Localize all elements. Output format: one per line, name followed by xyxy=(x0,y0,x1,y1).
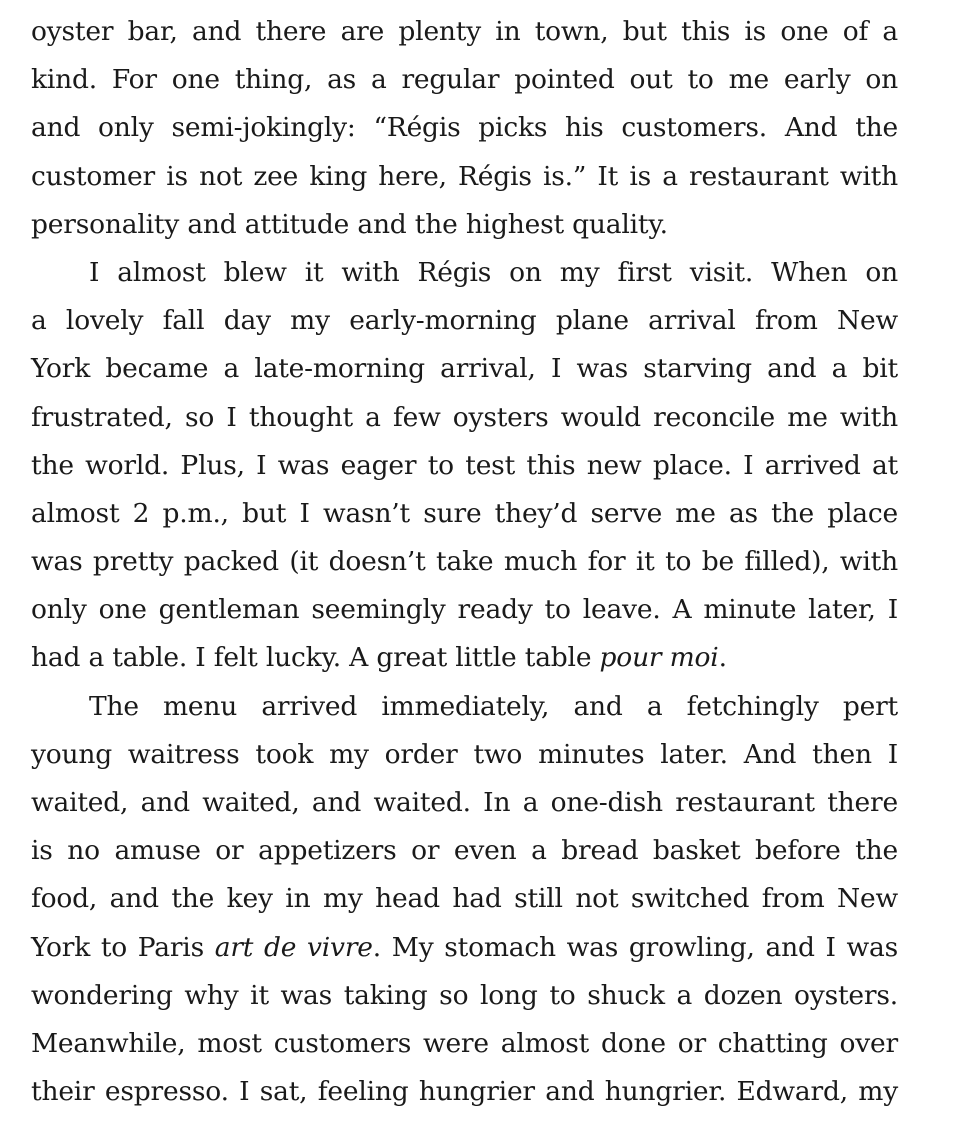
text-line xyxy=(31,634,898,682)
text-line: Meanwhile, most customers were almost done or chatting over xyxy=(31,1027,898,1059)
paragraph-2 xyxy=(31,249,898,683)
paragraph-1 xyxy=(31,8,898,249)
text-line: personality and attitude and the highest quality. xyxy=(31,208,668,240)
text-line: oyster bar, and there are plenty in town, but this is one of a xyxy=(31,16,898,47)
paragraph-3 xyxy=(31,683,898,1117)
text-line: almost 2 p.m., but I wasn’t sure they’d serve me as the place xyxy=(31,497,898,529)
text-line: The menu arrived immediately, and a fetchingly pert xyxy=(89,690,898,722)
text-line: is no amuse or appetizers or even a bread basket before the xyxy=(31,835,898,867)
text-line xyxy=(31,924,898,972)
text-run: had a table. I felt lucky. A great little table xyxy=(31,642,600,674)
text-line: food, and the key in my head had still not switched from New xyxy=(31,883,898,915)
text-line: was pretty packed (it doesn’t take much for it to be filled), with xyxy=(31,546,898,578)
italic-phrase: pour moi xyxy=(599,642,719,674)
text-run: . My stomach was growling, and I was xyxy=(372,931,898,963)
text-line: kind. For one thing, as a regular pointed out to me early on xyxy=(31,64,898,96)
text-line: the world. Plus, I was eager to test this new place. I arrived at xyxy=(31,449,898,481)
text-line: York became a late-morning arrival, I was starving and a bit xyxy=(31,353,898,385)
text-line: only one gentleman seemingly ready to leave. A minute later, I xyxy=(31,594,898,626)
text-line: I almost blew it with Régis on my first visit. When on xyxy=(89,256,898,288)
text-line: and only semi-jokingly: “Régis picks his customers. And the xyxy=(31,112,898,144)
book-page-text xyxy=(31,8,898,1116)
text-line: young waitress took my order two minutes later. And then I xyxy=(31,738,898,770)
text-run: . xyxy=(718,642,727,674)
text-line: waited, and waited, and waited. In a one-dish restaurant there xyxy=(31,787,898,818)
text-line: wondering why it was taking so long to shuck a dozen oysters. xyxy=(31,979,898,1011)
italic-phrase: art de vivre xyxy=(214,931,373,963)
text-line: their espresso. I sat, feeling hungrier and hungrier. Edward, my xyxy=(31,1076,898,1108)
text-run: York to Paris xyxy=(31,931,215,963)
text-line: frustrated, so I thought a few oysters would reconcile me with xyxy=(31,401,898,433)
text-line: a lovely fall day my early-morning plane arrival from New xyxy=(31,305,898,337)
text-line: customer is not zee king here, Régis is.” It is a restaurant with xyxy=(31,160,898,192)
